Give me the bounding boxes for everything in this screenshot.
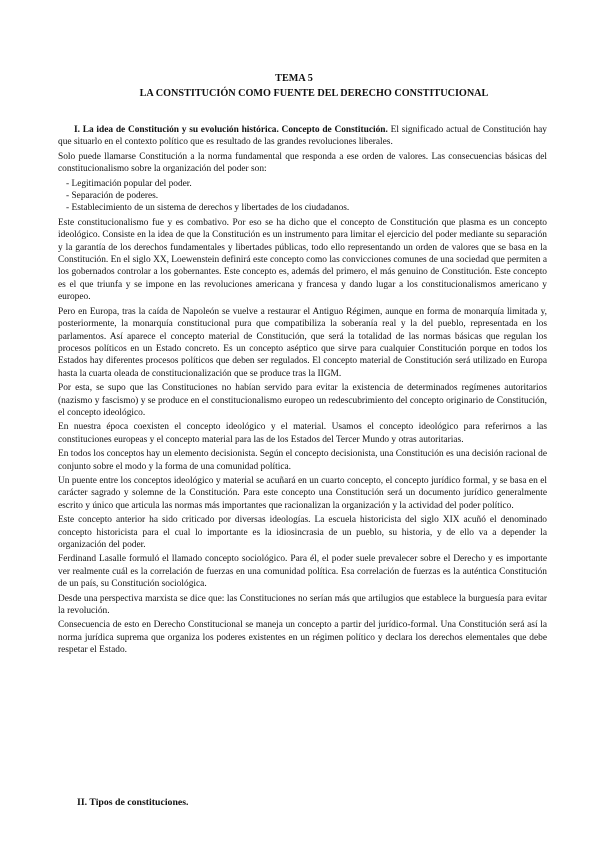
section1-intro-paragraph	[58, 124, 547, 149]
paragraph: Consecuencia de esto en Derecho Constitucional se maneja un concepto a partir del jurídico-formal. Una Constitución será así la norma jurídica suprema que organiza los poderes existentes en un régimen político y declara los derechos elementales que debe respetar el Estado.	[58, 620, 547, 656]
paragraph: Desde una perspectiva marxista se dice que: las Constituciones no serían más que artilugios que establece la burguesía para evitar la revolución.	[58, 593, 547, 617]
paragraph: Este concepto anterior ha sido criticado por diversas ideologías. La escuela historicista del siglo XIX acuñó el denominado concepto historicista para el cual lo importante es la idiosincrasia de un pueblo, su historia, y de ello va a depender la organización del poder.	[58, 515, 547, 550]
list-item: - Separación de poderes.	[66, 191, 159, 202]
body-text	[58, 124, 547, 659]
consequences-list	[66, 178, 547, 215]
document-title: LA CONSTITUCIÓN COMO FUENTE DEL DERECHO CONSTITUCIONAL	[139, 87, 489, 99]
paragraph: En todos los conceptos hay un elemento decisionista. Según el concepto decisionista, una Constitución es una decisión racional de conjunto sobre el modo y la forma de una comunidad política.	[58, 449, 547, 472]
topic-heading: TEMA 5	[275, 73, 313, 84]
paragraph: En nuestra época coexisten el concepto ideológico y el material. Usamos el concepto ideológico para referirnos a las constituciones europeas y el concepto material para las de los Estados del Tercer Mundo y otras autoritarias.	[58, 422, 547, 445]
paragraph: Ferdinand Lasalle formuló el llamado concepto sociológico. Para él, el poder suele prevalecer sobre el Derecho y es importante ver realmente cuál es la correlación de fuerzas en una comunidad política. Esa correlación de fuerzas es la auténtica Constitución de un país, su Constitución sociológica.	[58, 554, 547, 590]
paragraph: Por esta, se supo que las Constituciones no habían servido para evitar la existencia de determinados regímenes autoritarios (nazismo y fascismo) y se produce en el constitucionalismo europeo un redescubrimiento del concepto originario de Constitución, el concepto ideológico.	[58, 383, 547, 418]
paragraph: Este constitucionalismo fue y es combativo. Por eso se ha dicho que el concepto de Constitución que plasma es un concepto ideológico. Consiste en la idea de que la Constitución es un instrumento para limitar el ejercicio del poder mediante su separación y la garantía de los derechos fundamentales y libertades públicas, todo ello representando un orden de valores que se basa en la Constitución. En el siglo XX, Loewenstein definirá este concepto como las convicciones comunes de una sociedad que permiten a los gobernados controlar a los gobernantes. Este concepto es, además del primero, el más genuino de Constitución. Este concepto es el que triunfa y se impone en las revoluciones americana y francesa y dando lugar a los constitucionalismos americano y europeo.	[58, 217, 547, 303]
section2-heading: II. Tipos de constituciones.	[77, 797, 189, 808]
list-item: - Legitimación popular del poder.	[66, 178, 192, 189]
paragraph: Un puente entre los conceptos ideológico y material se acuñará en un cuarto concepto, el concepto jurídico formal, y se basa en el carácter sagrado y solemne de la Constitución. Para este concepto una Constitución será un documento jurídico generalmente escrito y único que articula las normas más importantes que racionalizan la organización y la actividad del poder político.	[58, 475, 547, 511]
section1-heading: I. La idea de Constitución y su evolución histórica. Concepto de Constitución.	[74, 125, 388, 135]
section1-intro-text: El significado actual de Constitución hay que situarlo en el contexto político que es resultado de las grandes revoluciones liberales.	[58, 125, 547, 148]
paragraph: Solo puede llamarse Constitución a la norma fundamental que responda a ese orden de valores. Las consecuencias básicas del constitucionalismo sobre la organización del poder son:	[58, 151, 547, 175]
paragraph: Pero en Europa, tras la caída de Napoleón se vuelve a restaurar el Antiguo Régimen, aunque en forma de monarquía limitada y, posteriormente, la monarquía constitucional pura que compatibiliza la soberanía real y la del pueblo, representada en los parlamentos. Así aparece el concepto material de Constitución, que será la totalidad de las normas básicas que regulan los procesos políticos en un Estado concreto. Es un concepto aséptico que sirve para cualquier Constitución porque en todos los Estados hay diferentes procesos políticos que deben ser regulados. El concepto material de Constitución será utilizado en Europa hasta la cuarta oleada de constitucionalización que se produce tras la IIGM.	[58, 306, 547, 379]
list-item: - Establecimiento de un sistema de derechos y libertades de los ciudadanos.	[66, 203, 350, 214]
title-block	[0, 72, 600, 101]
